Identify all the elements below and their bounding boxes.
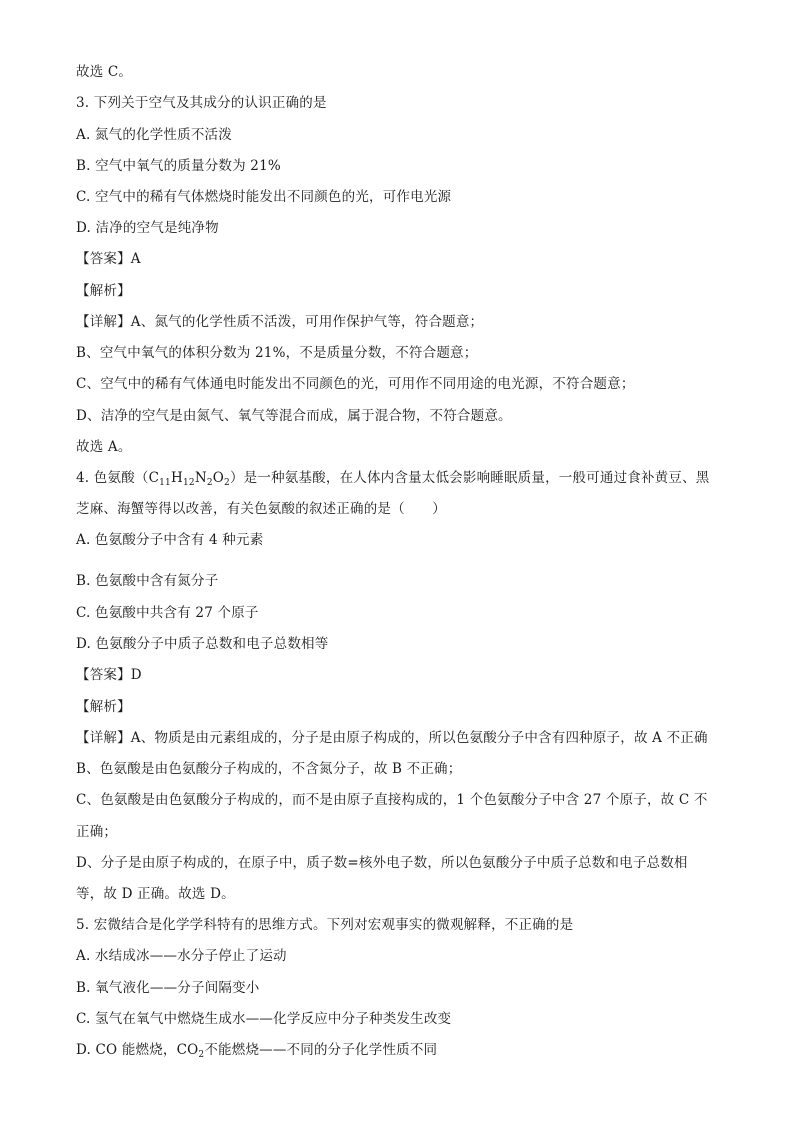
q4-formula-sub-h: 12 [182, 478, 195, 488]
q4-formula-sub-n: 2 [206, 478, 213, 488]
q4-explanation-b: B、色氨酸是由色氨酸分子构成的，不含氮分子，故 B 不正确； [76, 761, 462, 777]
q4-formula-o: O [212, 470, 225, 486]
q3-answer: 【答案】A [76, 251, 141, 267]
q4-formula-sub-o: 2 [224, 478, 230, 488]
q3-option-d: D. 洁净的空气是纯净物 [76, 220, 219, 236]
q5-option-a: A. 水结成冰——水分子停止了运动 [76, 948, 287, 964]
q5-option-d-post: 不能燃烧——不同的分子化学性质不同 [204, 1042, 438, 1058]
q5-option-d-sub: 2 [198, 1050, 205, 1060]
q4-option-d: D. 色氨酸分子中质子总数和电子总数相等 [76, 636, 329, 652]
q3-stem: 3. 下列关于空气及其成分的认识正确的是 [76, 95, 327, 111]
q4-option-c: C. 色氨酸中共含有 27 个原子 [76, 605, 259, 621]
q4-answer: 【答案】D [76, 667, 142, 683]
q3-explanation-c: C、空气中的稀有气体通电时能发出不同颜色的光，可用作不同用途的电光源，不符合题意； [76, 376, 635, 392]
q4-stem-pre: 4. 色氨酸（C [76, 470, 160, 486]
q4-formula-n: N [194, 470, 207, 486]
q5-option-d-pre: D. CO 能燃烧，CO [76, 1042, 199, 1058]
q3-analysis-label: 【解析】 [76, 283, 131, 299]
q5-option-c: C. 氢气在氧气中燃烧生成水——化学反应中分子种类发生改变 [76, 1011, 452, 1027]
q3-explanation-d: D、洁净的空气是由氮气、氧气等混合而成，属于混合物，不符合题意。 [76, 408, 512, 424]
q2-conclusion: 故选 C。 [76, 64, 133, 80]
q3-option-c: C. 空气中的稀有气体燃烧时能发出不同颜色的光，可作电光源 [76, 189, 452, 205]
q3-explanation-b: B、空气中氧气的体积分数为 21%，不是质量分数，不符合题意； [76, 345, 478, 361]
q4-stem-line2: 芝麻、海蟹等得以改善，有关色氨酸的叙述正确的是（ ） [76, 501, 446, 517]
q4-formula-h: H [170, 470, 183, 486]
q3-conclusion: 故选 A。 [76, 439, 132, 455]
q5-option-b: B. 氧气液化——分子间隔变小 [76, 980, 260, 996]
q3-option-a: A. 氮气的化学性质不活泼 [76, 127, 232, 143]
q4-explanation-d-cont: 等，故 D 正确。故选 D。 [76, 886, 235, 902]
q4-explanation-d: D、分子是由原子构成的，在原子中，质子数=核外电子数，所以色氨酸分子中质子总数和电子总数相 [76, 855, 688, 871]
q4-explanation-a: 【详解】A、物质是由元素组成的，分子是由原子构成的，所以色氨酸分子中含有四种原子，故 A 不正确 [76, 730, 708, 746]
q4-explanation-c: C、色氨酸是由色氨酸分子构成的，而不是由原子直接构成的，1 个色氨酸分子中含 27 个原子，故 C 不 [76, 792, 708, 808]
q4-stem-post: ）是一种氨基酸，在人体内含量太低会影响睡眠质量，一般可通过食补黄豆、黑 [229, 470, 710, 486]
q4-formula-sub-c: 11 [159, 478, 171, 488]
q4-option-b: B. 色氨酸中含有氮分子 [76, 573, 219, 589]
q4-analysis-label: 【解析】 [76, 699, 131, 715]
q4-explanation-c-cont: 正确； [76, 824, 118, 840]
q3-option-b: B. 空气中氧气的质量分数为 21% [76, 158, 281, 174]
q4-stem-line1 [76, 469, 709, 492]
q5-stem: 5. 宏微结合是化学学科特有的思维方式。下列对宏观事实的微观解释，不正确的是 [76, 917, 574, 933]
q5-option-d [76, 1041, 437, 1064]
q4-option-a: A. 色氨酸分子中含有 4 种元素 [76, 532, 264, 548]
q3-explanation-a: 【详解】A、氮气的化学性质不活泼，可用作保护气等，符合题意； [76, 314, 484, 330]
